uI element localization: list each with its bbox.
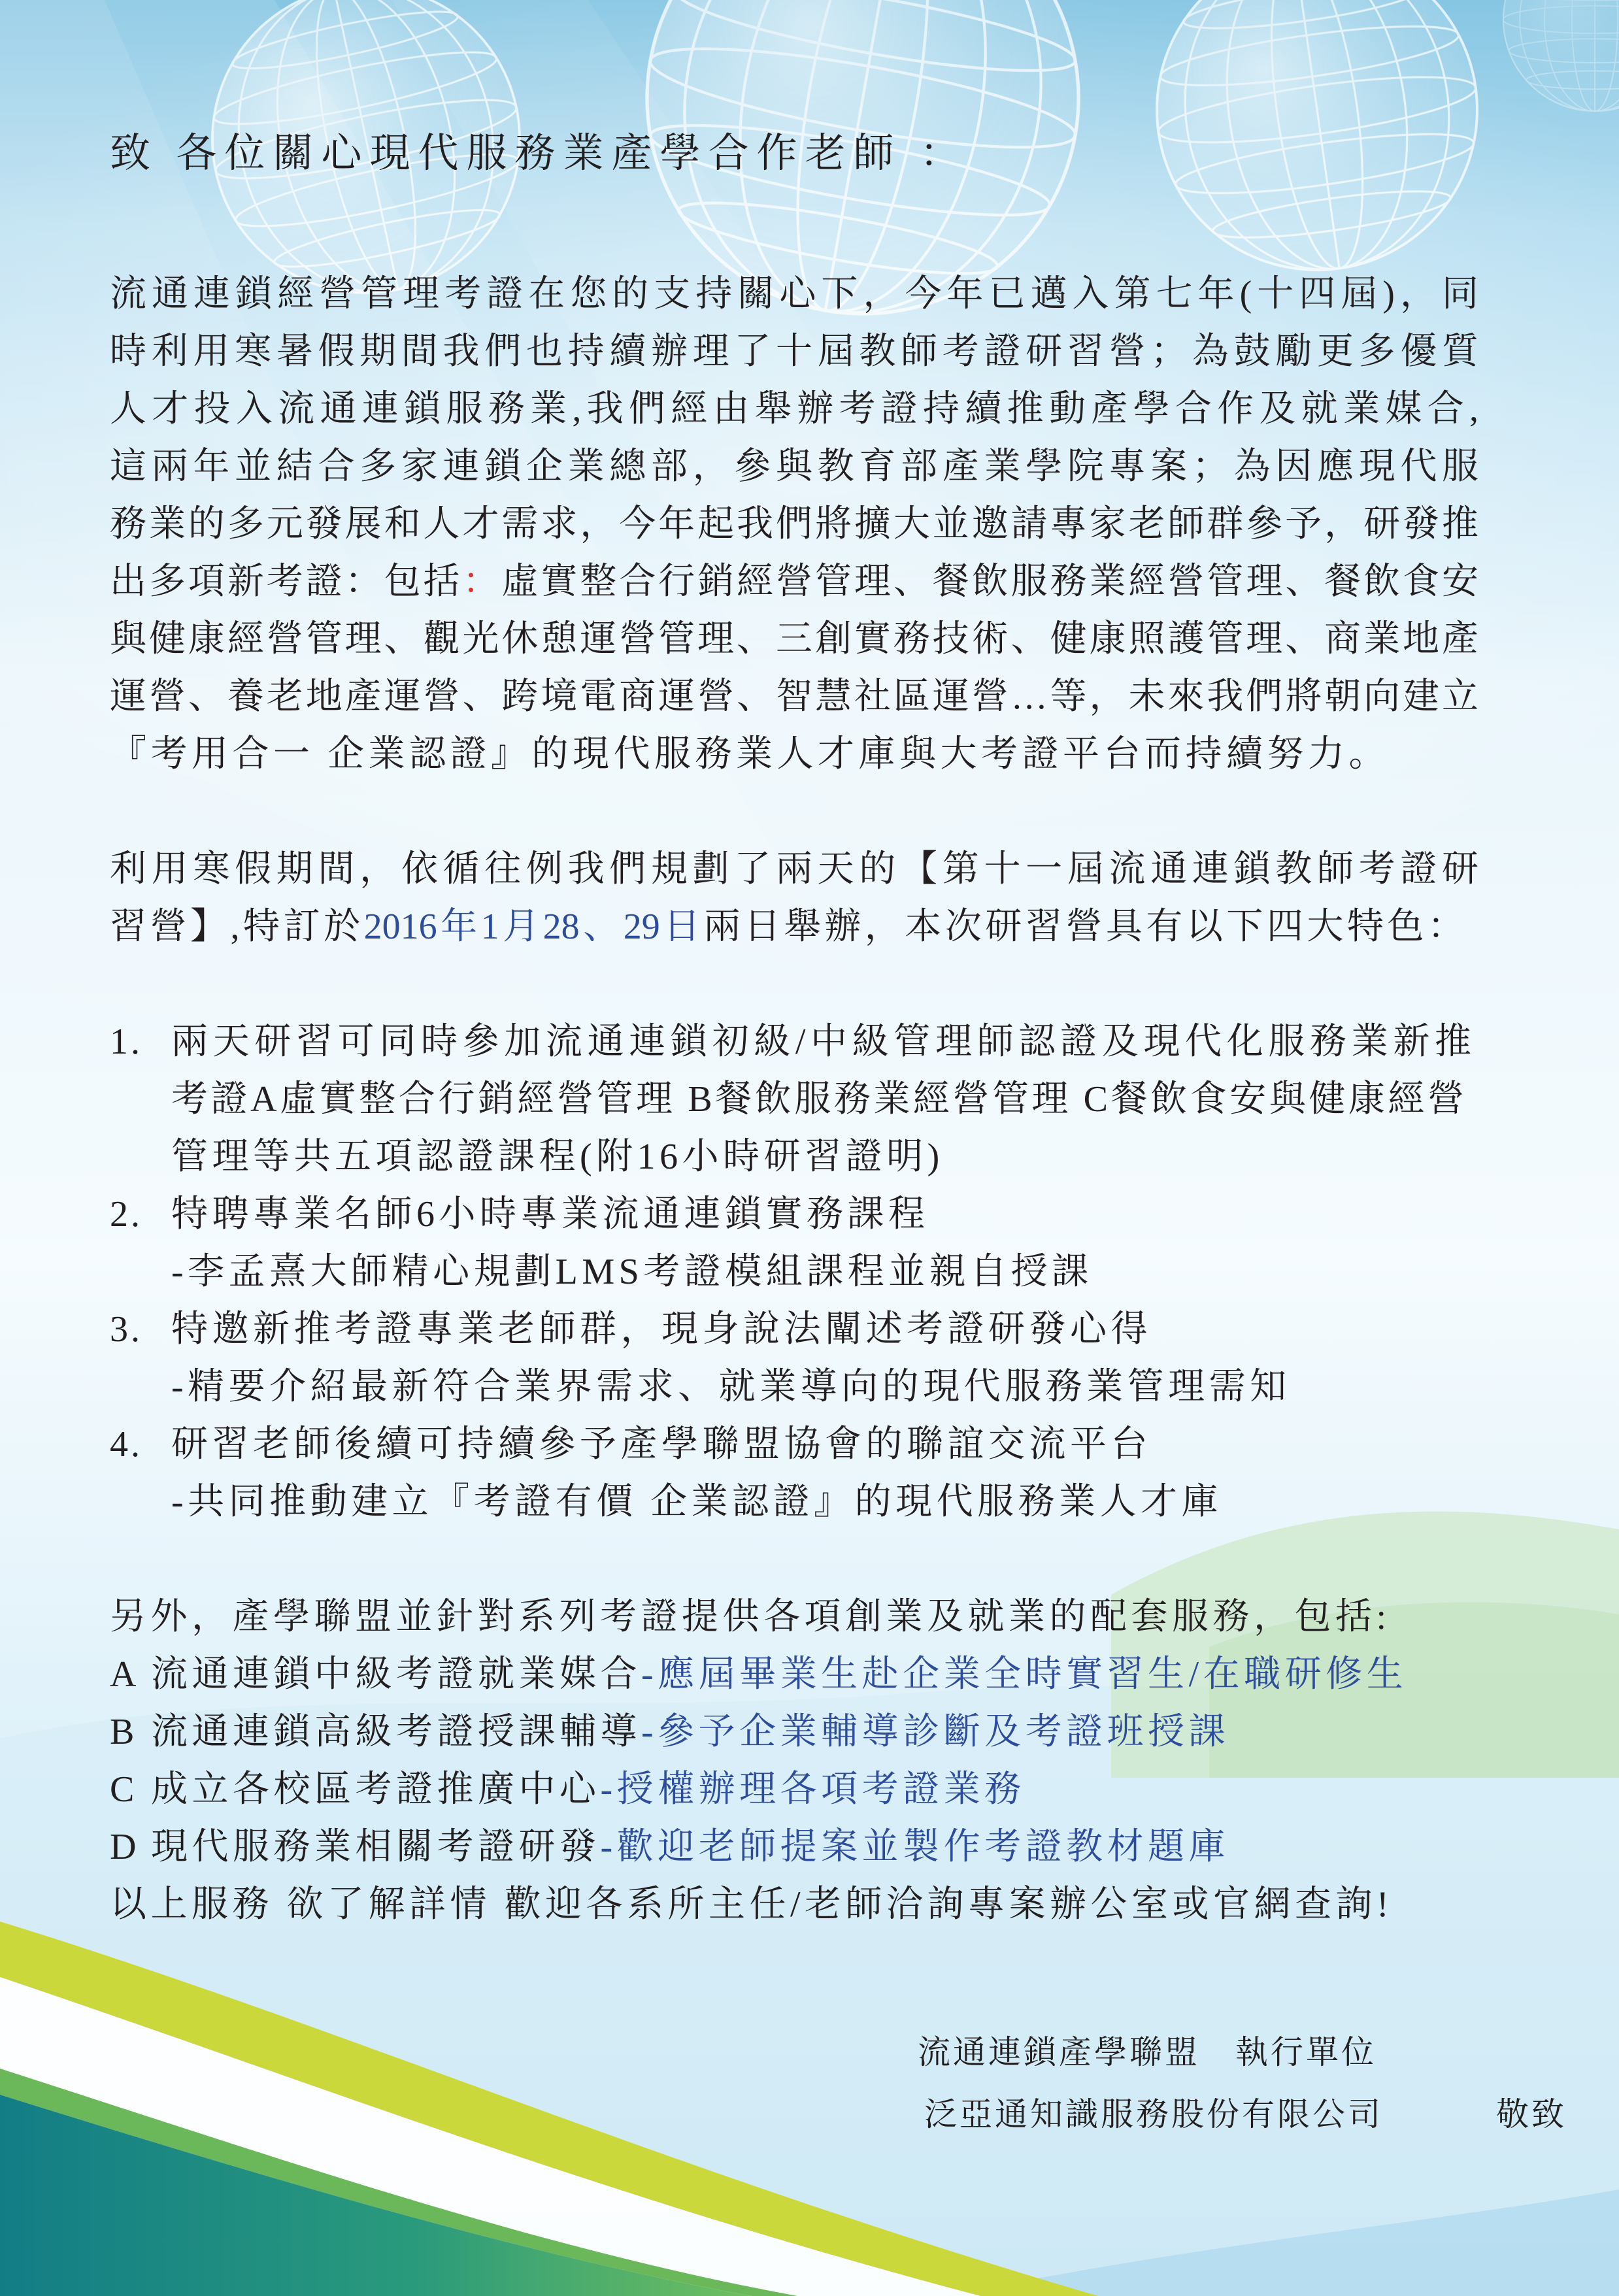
camp-line-text: 習營】,特訂於: [110, 907, 364, 947]
intro-line: [110, 553, 1478, 610]
feature-item: [110, 1416, 1478, 1531]
intro-paragraph: [110, 265, 1478, 783]
service-letter: C: [110, 1769, 135, 1810]
paragraph-spacer: [110, 783, 1478, 840]
service-letter: B: [110, 1712, 135, 1752]
services-paragraph: [110, 1588, 1478, 1933]
feature-line: -共同推動建立『考證有價 企業認證』的現代服務業人才庫: [171, 1482, 1223, 1522]
salutation: 致 各位關心現代服務業產學合作老師 ：: [110, 131, 969, 176]
feature-line: -精要介紹最新符合業界需求、就業導向的現代服務業管理需知: [171, 1367, 1291, 1407]
camp-line: [110, 898, 1464, 956]
feature-line: -李孟熹大師精心規劃LMS考證模組課程並親自授課: [171, 1252, 1093, 1292]
feature-item: [110, 1013, 1478, 1186]
service-line: [151, 1703, 1229, 1761]
signature-company: 泛亞通知識服務股份有限公司: [924, 2096, 1383, 2133]
signature-organization: 流通連鎖產學聯盟 執行單位: [918, 2034, 1377, 2071]
intro-line: 流通連鎖經營管理考證在您的支持關心下，今年已邁入第七年(十四屆)，同: [110, 274, 1478, 314]
service-name: 現代服務業相關考證研發: [151, 1827, 601, 1867]
camp-paragraph: [110, 840, 1478, 956]
feature-number: 4.: [110, 1424, 142, 1465]
service-letter: A: [110, 1654, 137, 1695]
service-detail: -授權辦理各項考證業務: [600, 1769, 1026, 1810]
feature-line: 特聘專業名師6小時專業流通連鎖實務課程: [171, 1194, 929, 1235]
service-detail: -應屆畢業生赴企業全時實習生/在職研修生: [641, 1654, 1408, 1695]
feature-line: 兩天研習可同時參加流通連鎖初級/中級管理師認證及現代化服務業新推: [171, 1022, 1471, 1062]
intro-line: 『考用合一 企業認證』的現代服務業人才庫與大考證平台而持續努力。: [110, 734, 1390, 774]
letter-body: [110, 265, 1478, 1933]
service-line: [151, 1761, 1026, 1818]
service-name: 成立各校區考證推廣中心: [151, 1769, 601, 1810]
service-line: [151, 1646, 1407, 1703]
feature-text: [171, 1301, 1478, 1416]
feature-line: 特邀新推考證專業老師群，現身說法闡述考證研發心得: [171, 1309, 1152, 1350]
intro-line: 時利用寒暑假期間我們也持續辦理了十屆教師考證研習營；為鼓勵更多優質: [110, 331, 1478, 372]
service-item: [110, 1818, 1478, 1876]
intro-line: 這兩年並結合多家連鎖企業總部，參與教育部產業學院專案；為因應現代服: [110, 446, 1478, 487]
service-name: 流通連鎖中級考證就業媒合: [151, 1654, 641, 1695]
intro-line: 與健康經營管理、觀光休憩運營管理、三創實務技術、健康照護管理、商業地產: [110, 619, 1478, 659]
feature-line: 管理等共五項認證課程(附16小時研習證明): [171, 1137, 944, 1177]
feature-number: 1.: [110, 1022, 142, 1062]
feature-item: [110, 1186, 1478, 1301]
intro-line-text: 虛實整合行銷經營管理、餐飲服務業經營管理、餐飲食安: [501, 561, 1478, 602]
camp-line-text: 兩日舉辦，本次研習營具有以下四大特色：: [703, 907, 1464, 947]
closing-line: 以上服務 欲了解詳情 歡迎各系所主任/老師洽詢專案辦公室或官網查詢!: [110, 1884, 1394, 1925]
paragraph-spacer: [110, 956, 1478, 1013]
intro-line: 運營、養老地產運營、跨境電商運營、智慧社區運營…等，未來我們將朝向建立: [110, 676, 1478, 717]
red-colon: ：: [462, 561, 502, 602]
service-name: 流通連鎖高級考證授課輔導: [151, 1712, 641, 1752]
feature-line: 研習老師後續可持續參予產學聯盟協會的聯誼交流平台: [171, 1424, 1152, 1465]
feature-text: [171, 1416, 1478, 1531]
service-detail: -歡迎老師提案並製作考證教材題庫: [600, 1827, 1230, 1867]
feature-line: 考證A虛實整合行銷經營管理 B餐飲服務業經營管理 C餐飲食安與健康經營: [171, 1079, 1464, 1120]
camp-line: 利用寒假期間，依循往例我們規劃了兩天的【第十一屆流通連鎖教師考證研: [110, 849, 1478, 890]
intro-line: 人才投入流通連鎖服務業,我們經由舉辦考證持續推動產學合作及就業媒合,: [110, 389, 1478, 429]
service-line: [151, 1818, 1229, 1876]
feature-text: [171, 1186, 1478, 1301]
feature-number: 2.: [110, 1194, 142, 1235]
feature-item: [110, 1301, 1478, 1416]
feature-list: [110, 1013, 1478, 1531]
feature-number: 3.: [110, 1309, 142, 1350]
camp-date: 2016年1月28、29日: [363, 907, 704, 947]
intro-line: 務業的多元發展和人才需求，今年起我們將擴大並邀請專家老師群參予，研發推: [110, 504, 1478, 544]
service-item: [110, 1761, 1478, 1818]
feature-text: [171, 1013, 1478, 1186]
service-detail: -參予企業輔導診斷及考證班授課: [641, 1712, 1230, 1752]
service-letter: D: [110, 1827, 137, 1867]
service-item: [110, 1703, 1478, 1761]
paragraph-spacer: [110, 1531, 1478, 1588]
services-intro: 另外，產學聯盟並針對系列考證提供各項創業及就業的配套服務，包括:: [110, 1597, 1391, 1637]
service-item: [110, 1646, 1478, 1703]
signature-regards: 敬致: [1496, 2096, 1567, 2133]
intro-line-text: 出多項新考證：包括: [110, 561, 463, 602]
